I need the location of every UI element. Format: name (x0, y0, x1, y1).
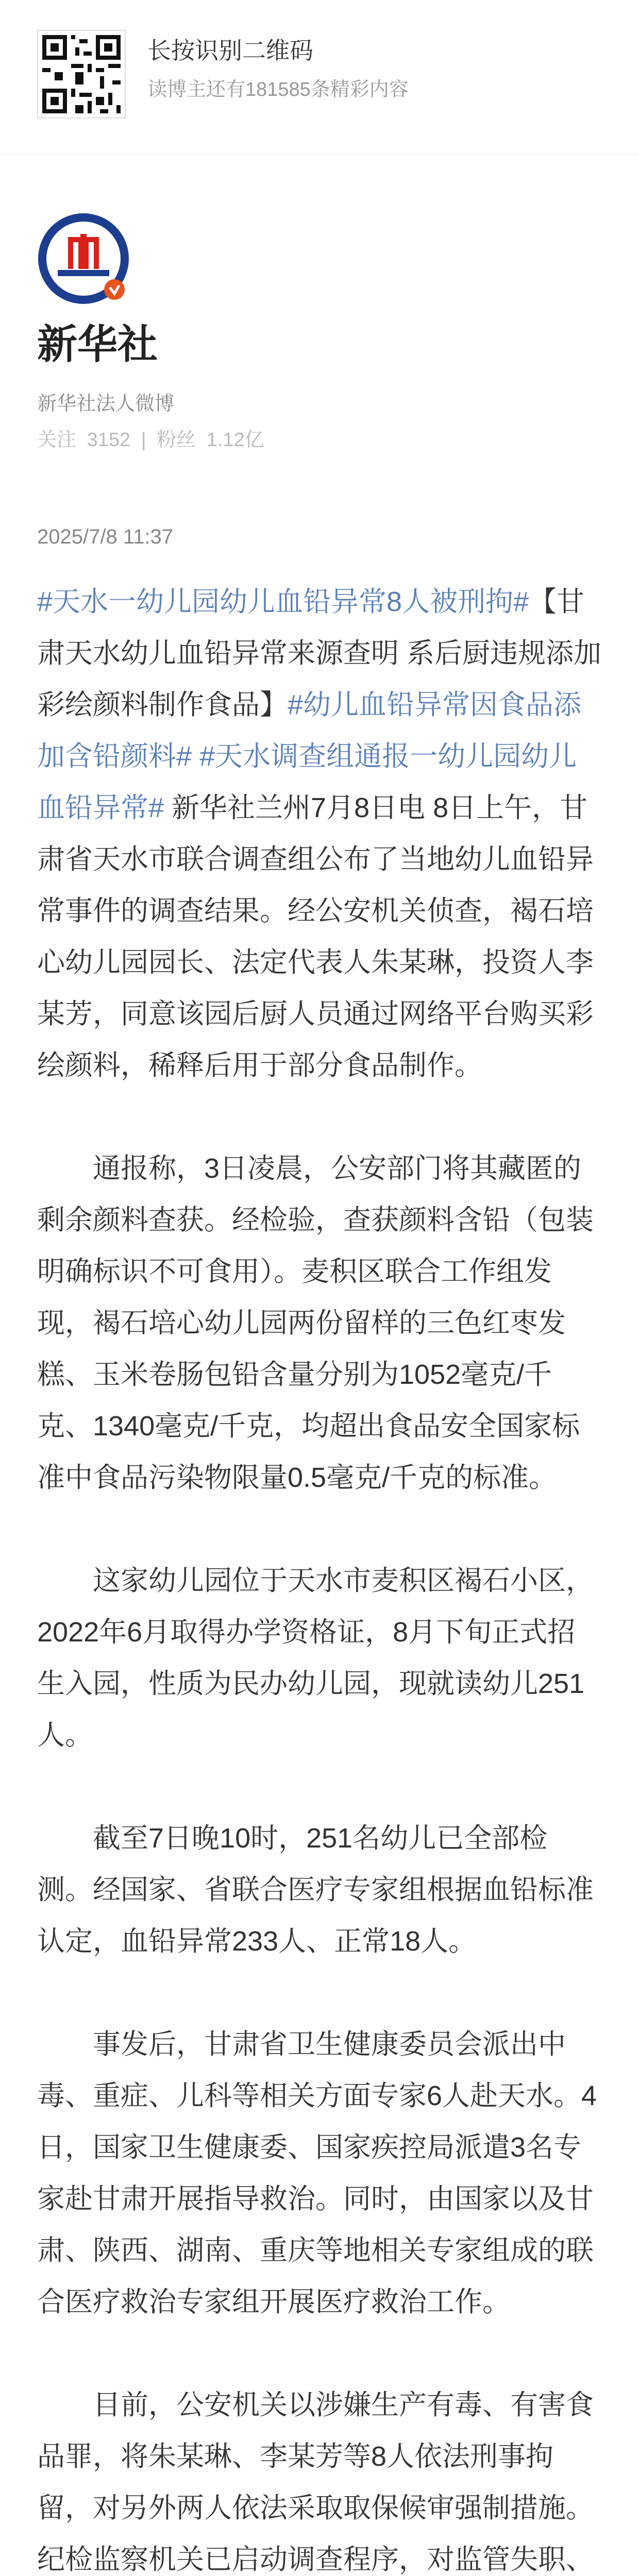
post-headline: 【甘肃天水幼儿血铅异常来源查明 系后厨违规添加彩绘颜料制作食品】 (37, 586, 602, 720)
post-paragraph-4: 截至7日晚10时，251名幼儿已全部检测。经国家、省联合医疗专家组根据血铅标准认定，血铅异常233人、正常18人。 (37, 1823, 594, 1957)
banner-title: 长按识别二维码 (147, 37, 313, 64)
avatar[interactable] (37, 212, 130, 305)
fans-count: 1.12亿 (206, 429, 264, 451)
post-paragraph-3: 这家幼儿园位于天水市麦积区褐石小区，2022年6月取得办学资格证，8月下旬正式招生入园，性质为民办幼儿园，现就读幼儿251人。 (37, 1565, 594, 1751)
hashtag-link[interactable]: #幼儿血铅异常因食品添加含铅颜料# (37, 689, 582, 772)
post-paragraph-2: 通报称，3日凌晨，公安部门将其藏匿的剩余颜料查获。经检验，查获颜料含铅（包装明确标识不可食用）。麦积区联合工作组发现，褐石培心幼儿园两份留样的三色红枣发糕、玉米卷肠包铅含量分别为1052毫克/千克、1340毫克/千克，均超出食品安全国家标准中食品污染物限量0.5毫克/千克的标准。 (37, 1153, 594, 1493)
xinhua-logo-icon (37, 212, 130, 305)
hashtag-link[interactable]: #天水一幼儿园幼儿血铅异常8人被刑拘# (37, 586, 529, 617)
post-paragraph-1 (37, 576, 602, 1091)
banner-subtitle: 读博主还有181585条精彩内容 (147, 79, 409, 100)
post-datetime: 2025/7/8 11:37 (37, 526, 173, 548)
qr-code-icon[interactable] (37, 30, 126, 118)
fans-label: 粉丝 (157, 429, 196, 451)
post-body (37, 576, 602, 2576)
top-banner (0, 0, 639, 155)
post-text: 目前，公安机关以涉嫌生产有毒、有害食品罪，将朱某琳、李某芳等8人依法刑事拘留，对另外两人依法采取取保候审强制措施。纪检监察机关已启动调查程序，对监管失职、 (37, 2389, 594, 2575)
follow-label: 关注 (37, 429, 77, 451)
post-text: 新华社兰州7月8日电 8日上午，甘肃省天水市联合调查组公布了当地幼儿血铅异常事件的调查结果。经公安机关侦查，褐石培心幼儿园园长、法定代表人朱某琳，投资人李某芳，同意该园后厨人员通过网络平台购买彩绘颜料，稀释后用于部分食品制作。 (37, 792, 594, 1081)
stats-separator: | (141, 429, 146, 451)
verification-label: 新华社法人微博 (37, 393, 175, 415)
author-name[interactable]: 新华社 (37, 321, 158, 367)
profile-stats (37, 423, 270, 452)
hashtag-link[interactable]: #天水调查组通报一幼儿园幼儿血铅异常# (37, 741, 577, 823)
post-paragraph-6 (37, 2379, 602, 2576)
post-paragraph-5: 事发后，甘肃省卫生健康委员会派出中毒、重症、儿科等相关方面专家6人赴天水。4日，国家卫生健康委、国家疾控局派遣3名专家赴甘肃开展指导救治。同时，由国家以及甘肃、陕西、湖南、重庆等地相关专家组成的联合医疗救治专家组开展医疗救治工作。 (37, 2029, 597, 2317)
follow-count: 3152 (87, 429, 131, 451)
